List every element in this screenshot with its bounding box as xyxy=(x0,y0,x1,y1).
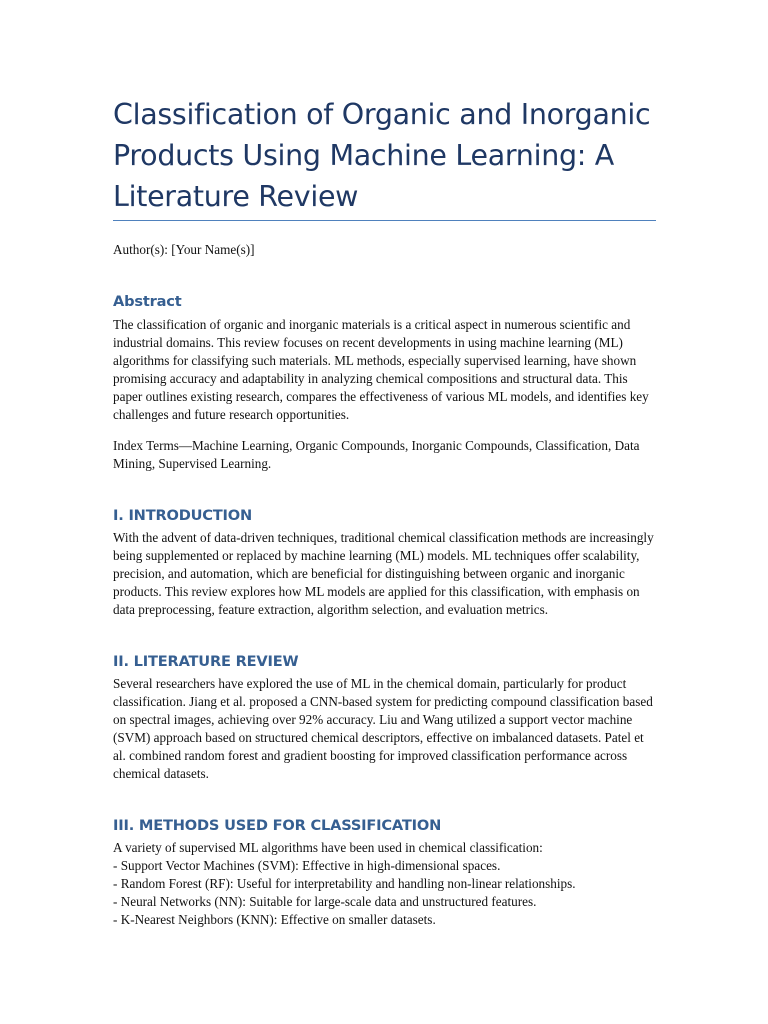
introduction-text: With the advent of data-driven techniques, traditional chemical classification methods are increasingly being supplemented or replaced by machine learning (ML) models. ML techniques offer scalability, precision, and automation, which are beneficial for distinguishing between organic and inorganic products. This review explores how ML models are applied for this classification, with emphasis on data preprocessing, feature extraction, algorithm selection, and evaluation metrics. xyxy=(113,530,654,618)
list-item: - K-Nearest Neighbors (KNN): Effective on smaller datasets. xyxy=(113,912,436,928)
methods-heading: III. METHODS USED FOR CLASSIFICATION xyxy=(113,817,442,834)
index-terms: Index Terms—Machine Learning, Organic Compounds, Inorganic Compounds, Classification, Data Mining, Supervised Learning. xyxy=(113,438,640,472)
methods-intro: A variety of supervised ML algorithms have been used in chemical classification: xyxy=(113,840,543,855)
list-item: - Random Forest (RF): Useful for interpretability and handling non-linear relationships. xyxy=(113,876,576,892)
literature-review-heading: II. LITERATURE REVIEW xyxy=(113,653,299,670)
methods-list xyxy=(113,857,658,929)
literature-review-text: Several researchers have explored the use of ML in the chemical domain, particularly for product classification. Jiang et al. proposed a CNN-based system for predicting compound classification based on spectral images, achieving over 92% accuracy. Liu and Wang utilized a support vector machine (SVM) approach based on structured chemical descriptors, effective on imbalanced datasets. Patel et al. combined random forest and gradient boosting for improved classification performance across chemical datasets. xyxy=(113,676,653,782)
introduction-heading: I. INTRODUCTION xyxy=(113,507,252,524)
list-item: - Neural Networks (NN): Suitable for large-scale data and unstructured features. xyxy=(113,894,537,910)
abstract-text: The classification of organic and inorganic materials is a critical aspect in numerous scientific and industrial domains. This review focuses on recent developments in using machine learning (ML) algorithms for classifying such materials. ML methods, especially supervised learning, have shown promising accuracy and adaptability in analyzing chemical compositions and structural data. This paper outlines existing research, compares the effectiveness of various ML models, and identifies key challenges and future research opportunities. xyxy=(113,317,649,423)
title-divider xyxy=(113,220,656,221)
document-title: Classification of Organic and Inorganic Products Using Machine Learning: A Literature Review xyxy=(113,98,651,213)
abstract-heading: Abstract xyxy=(113,293,182,310)
authors-line: Author(s): [Your Name(s)] xyxy=(113,242,255,257)
list-item: - Support Vector Machines (SVM): Effective in high-dimensional spaces. xyxy=(113,858,501,873)
